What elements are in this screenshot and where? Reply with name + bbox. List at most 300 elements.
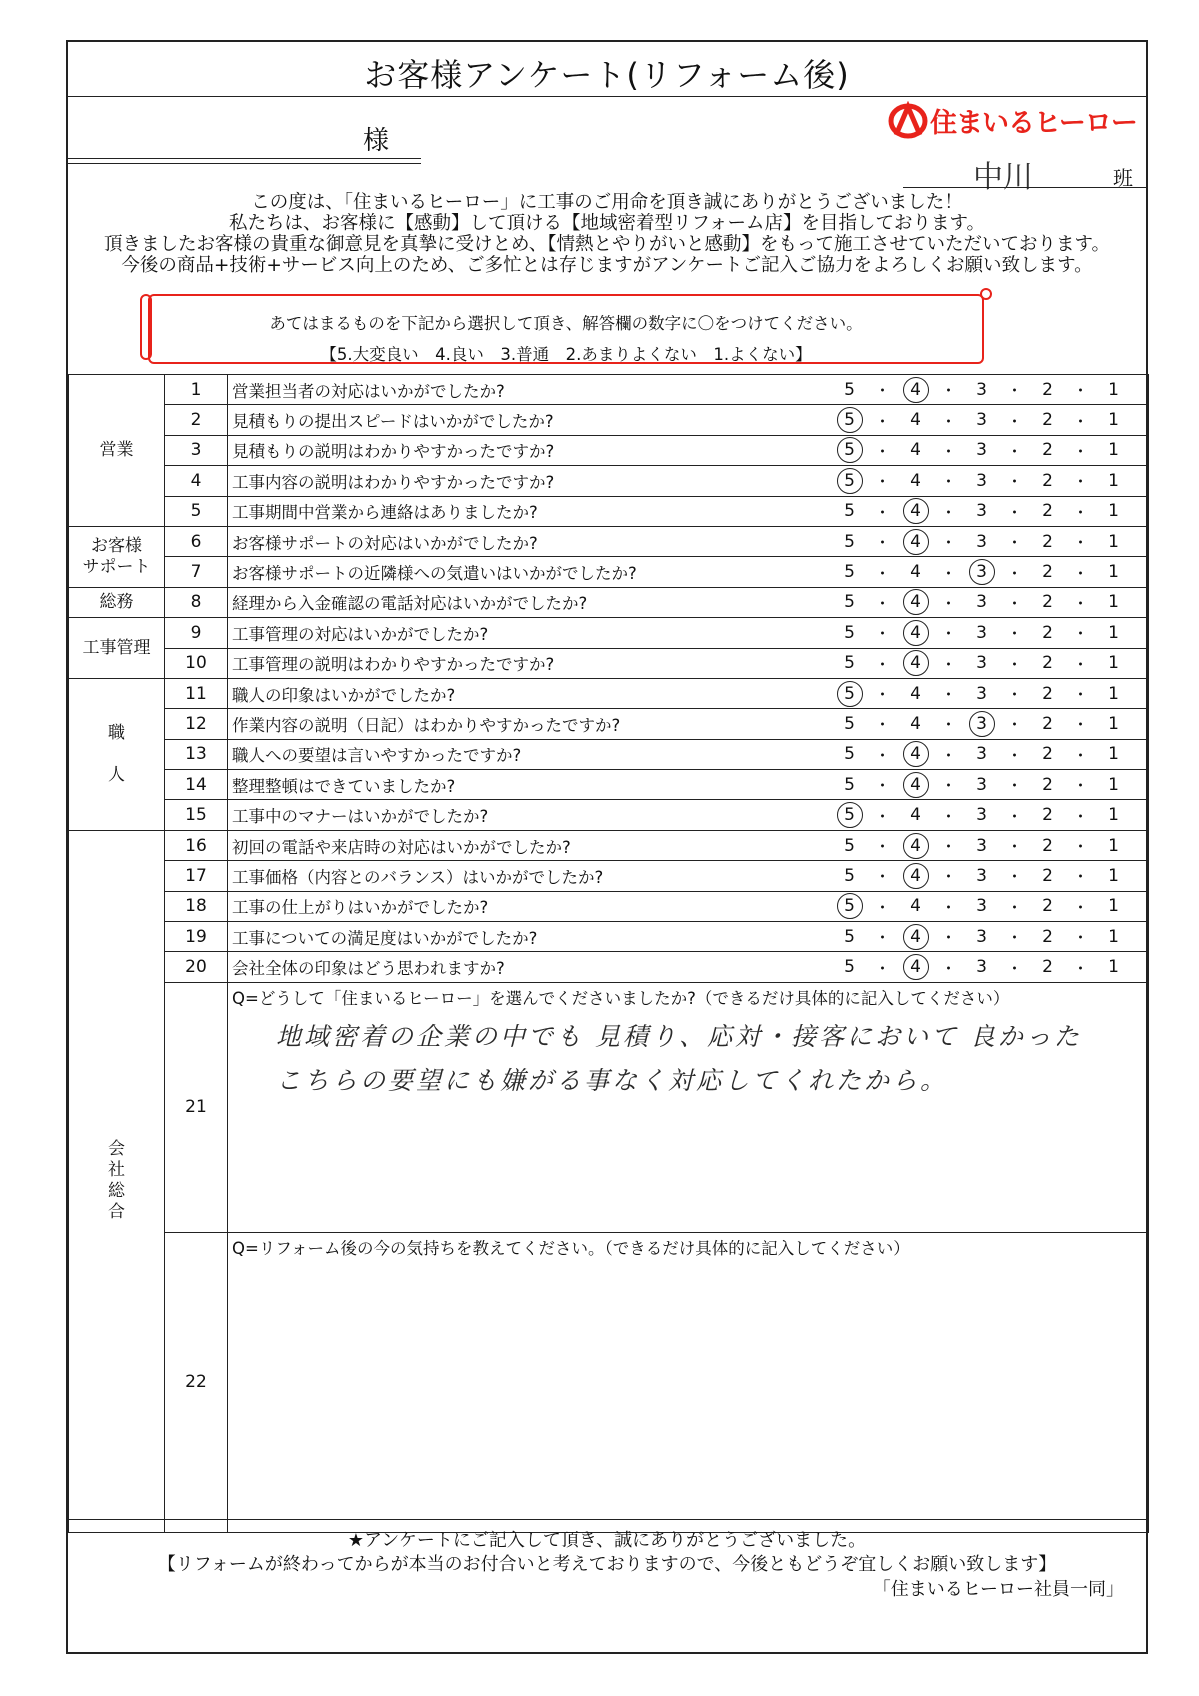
question-text: 整理整頓はできていましたか? [228,770,742,800]
footer-thanks: ★アンケートにご記入して頂き、誠にありがとうございました。 [347,1530,867,1551]
question-number: 11 [165,678,228,708]
rating-cell [742,891,1149,921]
rating-option-5[interactable]: 5 [844,713,855,734]
question-text: 営業担当者の対応はいかがでしたか? [228,375,742,405]
rating-option-1[interactable]: 1 [1108,501,1119,522]
rating-cell [742,587,1149,617]
rating-separator: ・ [1072,837,1089,857]
rating-separator: ・ [1072,533,1089,553]
question-number: 15 [165,800,228,830]
rating-options [835,407,1149,433]
rating-separator: ・ [874,958,891,978]
rating-option-5[interactable]: 5 [844,744,855,765]
rating-cell [742,739,1149,769]
rating-option-5[interactable]: 5 [844,774,855,795]
rating-option-2[interactable]: 2 [1042,957,1053,978]
footer-signature: 「住まいるヒーロー社員一同」 [872,1579,1124,1600]
question-number: 1 [165,375,228,405]
rating-option-3[interactable]: 3 [976,683,987,704]
question-text: 工事の仕上がりはいかがでしたか? [228,891,742,921]
rating-option-2[interactable]: 2 [1042,592,1053,613]
question-number: 19 [165,922,228,952]
question-number: 2 [165,405,228,435]
rating-cell [742,800,1149,830]
question-text: お客様サポートの近隣様への気遣いはいかがでしたか? [228,557,742,587]
rating-cell [742,557,1149,587]
rating-options [835,589,1149,615]
category-craftsman: 職 人 [69,678,165,830]
rating-option-5[interactable]: 5 [844,865,855,886]
rating-option-5[interactable]: 5 [835,437,865,463]
rating-separator: ・ [940,806,957,826]
rating-option-3[interactable]: 3 [976,835,987,856]
scroll-cap-right [980,288,992,300]
rating-options [835,559,1149,585]
question-number: 16 [165,830,228,860]
category-construction-mgmt: 工事管理 [69,618,165,679]
rating-option-3[interactable]: 3 [976,379,987,400]
rating-options [835,529,1149,555]
rating-option-5[interactable]: 5 [835,802,865,828]
rating-separator: ・ [1072,958,1089,978]
rating-options [835,772,1149,798]
rating-options [835,711,1149,737]
free-question-text: Q=どうして「住まいるヒーロー」を選んでくださいましたか?（できるだけ具体的に記入してください） [232,988,1010,1008]
rating-option-4[interactable]: 4 [910,896,921,917]
rating-separator: ・ [940,958,957,978]
rating-options [835,802,1149,828]
rating-option-3[interactable]: 3 [967,711,997,737]
category-support: お客様 サポート [69,526,165,587]
rating-separator: ・ [874,593,891,613]
rating-option-3[interactable]: 3 [976,957,987,978]
rating-option-2[interactable]: 2 [1042,805,1053,826]
rating-option-1[interactable]: 1 [1108,805,1119,826]
rating-option-5[interactable]: 5 [844,926,855,947]
rating-separator: ・ [1072,928,1089,948]
table-row [69,982,1149,1232]
logo-mark-icon [888,101,928,139]
rating-cell [742,405,1149,435]
rating-cell [742,526,1149,556]
intro-line: 今後の商品+技術+サービス向上のため、ご多忙とは存じますがアンケートご記入ご協力をよろしくお願い致します。 [121,255,1093,276]
rating-option-2[interactable]: 2 [1042,744,1053,765]
rating-option-2[interactable]: 2 [1042,470,1053,491]
table-row [69,739,1149,769]
rating-legend: 【5.大変良い 4.良い 3.普通 2.あまりよくない 1.よくない】 [320,345,812,364]
rating-cell [742,861,1149,891]
rating-separator: ・ [874,563,891,583]
rating-separator: ・ [1006,411,1023,431]
rating-separator: ・ [1006,776,1023,796]
rating-option-2[interactable]: 2 [1042,683,1053,704]
rating-separator: ・ [940,441,957,461]
rating-option-3[interactable]: 3 [976,410,987,431]
table-row [69,800,1149,830]
rating-option-1[interactable]: 1 [1108,896,1119,917]
category-general: 総務 [69,587,165,617]
rating-separator: ・ [874,654,891,674]
rating-option-4[interactable]: 4 [901,863,931,889]
question-number: 22 [165,1232,228,1532]
free-answer-cell[interactable] [228,982,1149,1232]
customer-name-line [68,158,421,159]
customer-name-line [68,163,421,164]
rating-option-3[interactable]: 3 [976,531,987,552]
rating-separator: ・ [874,745,891,765]
rating-options [835,863,1149,889]
rating-option-2[interactable]: 2 [1042,835,1053,856]
rating-option-3[interactable]: 3 [976,622,987,643]
rating-option-3[interactable]: 3 [976,805,987,826]
rating-option-4[interactable]: 4 [901,741,931,767]
rating-option-2[interactable]: 2 [1042,653,1053,674]
rating-option-3[interactable]: 3 [976,440,987,461]
team-person-handwritten: 中川 [973,160,1033,195]
rating-option-5[interactable]: 5 [835,681,865,707]
rating-option-1[interactable]: 1 [1108,744,1119,765]
rating-cell [742,466,1149,496]
rating-separator: ・ [1006,472,1023,492]
rating-separator: ・ [1072,502,1089,522]
table-row [69,405,1149,435]
rating-separator: ・ [874,624,891,644]
table-row [69,557,1149,587]
rating-option-4[interactable]: 4 [910,410,921,431]
footer-message: 【リフォームが終わってからが本当のお付合いと考えておりますので、今後ともどうぞ宜しくお願い致します】 [157,1554,1057,1575]
rating-cell [742,830,1149,860]
rating-separator: ・ [940,381,957,401]
rating-option-4[interactable]: 4 [901,650,931,676]
question-text: 工事期間中営業から連絡はありましたか? [228,496,742,526]
rating-option-1[interactable]: 1 [1108,410,1119,431]
rating-separator: ・ [874,776,891,796]
question-text: 初回の電話や来店時の対応はいかがでしたか? [228,830,742,860]
question-number: 21 [165,982,228,1232]
rating-option-4[interactable]: 4 [901,924,931,950]
table-row [69,526,1149,556]
rating-option-3[interactable]: 3 [976,865,987,886]
rating-options [835,681,1149,707]
rating-separator: ・ [874,715,891,735]
rating-separator: ・ [1006,502,1023,522]
question-number: 4 [165,466,228,496]
rating-option-5[interactable]: 5 [844,835,855,856]
team-line [903,187,1147,188]
question-text: 工事価格（内容とのバランス）はいかがでしたか? [228,861,742,891]
rating-option-4[interactable]: 4 [901,954,931,980]
rating-separator: ・ [1072,776,1089,796]
table-row [69,1232,1149,1532]
rating-options [835,498,1149,524]
rating-option-1[interactable]: 1 [1108,713,1119,734]
rating-separator: ・ [1072,745,1089,765]
rating-options [835,650,1149,676]
table-row [69,678,1149,708]
rating-option-1[interactable]: 1 [1108,835,1119,856]
rating-option-1[interactable]: 1 [1108,622,1119,643]
rating-cell [742,678,1149,708]
rating-cell [742,496,1149,526]
rating-option-1[interactable]: 1 [1108,957,1119,978]
question-number: 5 [165,496,228,526]
rating-option-3[interactable]: 3 [976,896,987,917]
rating-cell [742,375,1149,405]
rating-separator: ・ [1072,593,1089,613]
rating-option-4[interactable]: 4 [910,440,921,461]
rating-option-2[interactable]: 2 [1042,410,1053,431]
rating-separator: ・ [1072,867,1089,887]
rating-separator: ・ [1006,441,1023,461]
divider [68,96,1146,97]
rating-option-4[interactable]: 4 [901,589,931,615]
rating-option-5[interactable]: 5 [844,957,855,978]
rating-cell [742,952,1149,982]
rating-separator: ・ [1006,533,1023,553]
question-text: 職人への要望は言いやすかったですか? [228,739,742,769]
intro-line: 私たちは、お客様に【感動】して頂ける【地域密着型リフォーム店】を目指しております。 [228,213,986,234]
rating-separator: ・ [1006,381,1023,401]
table-row [69,435,1149,465]
rating-separator: ・ [1006,745,1023,765]
rating-option-5[interactable]: 5 [844,379,855,400]
question-text: 工事内容の説明はわかりやすかったですか? [228,466,742,496]
question-number: 10 [165,648,228,678]
rating-separator: ・ [1072,472,1089,492]
rating-option-4[interactable]: 4 [910,805,921,826]
instruction-line: あてはまるものを下記から選択して頂き、解答欄の数字に〇をつけてください。 [269,314,863,333]
table-row [69,496,1149,526]
rating-cell [742,922,1149,952]
rating-option-3[interactable]: 3 [976,501,987,522]
rating-options [835,924,1149,950]
company-logo [888,100,1137,140]
rating-option-4[interactable]: 4 [901,498,931,524]
survey-sheet [66,40,1148,1654]
intro-line: この度は、「住まいるヒーロー」に工事のご用命を頂き誠にありがとうございました！ [251,192,963,213]
rating-option-2[interactable]: 2 [1042,531,1053,552]
logo-text: 住まいるヒーロー [930,107,1137,139]
rating-option-1[interactable]: 1 [1108,470,1119,491]
question-number: 12 [165,709,228,739]
rating-option-3[interactable]: 3 [976,774,987,795]
rating-separator: ・ [1072,715,1089,735]
rating-option-5[interactable]: 5 [844,562,855,583]
rating-option-5[interactable]: 5 [844,622,855,643]
rating-separator: ・ [874,837,891,857]
rating-option-5[interactable]: 5 [844,653,855,674]
rating-separator: ・ [1072,654,1089,674]
rating-option-4[interactable]: 4 [901,620,931,646]
category-company: 会 社 総 合 [69,830,165,1532]
rating-option-5[interactable]: 5 [835,407,865,433]
rating-option-3[interactable]: 3 [967,559,997,585]
rating-option-1[interactable]: 1 [1108,531,1119,552]
customer-name-suffix: 様 [363,126,390,156]
rating-separator: ・ [940,837,957,857]
rating-separator: ・ [1006,806,1023,826]
rating-option-2[interactable]: 2 [1042,896,1053,917]
rating-separator: ・ [940,776,957,796]
rating-option-1[interactable]: 1 [1108,379,1119,400]
rating-options [835,893,1149,919]
rating-separator: ・ [1006,958,1023,978]
rating-option-1[interactable]: 1 [1108,774,1119,795]
survey-table [68,374,1149,1533]
rating-option-4[interactable]: 4 [901,772,931,798]
table-row [69,648,1149,678]
rating-cell [742,435,1149,465]
rating-option-1[interactable]: 1 [1108,683,1119,704]
handwritten-answer: 地域密着の企業の中でも 見積り、応対・接客において 良かった [276,1021,1082,1051]
question-number: 14 [165,770,228,800]
intro-text [68,192,1146,276]
rating-cell [742,709,1149,739]
table-row [69,922,1149,952]
handwritten-answer: こちらの要望にも嫌がる事なく対応してくれたから。 [276,1065,949,1095]
rating-separator: ・ [874,441,891,461]
table-row [69,375,1149,405]
rating-option-2[interactable]: 2 [1042,865,1053,886]
rating-separator: ・ [940,502,957,522]
rating-separator: ・ [940,654,957,674]
rating-options [835,833,1149,859]
rating-separator: ・ [874,897,891,917]
rating-option-4[interactable]: 4 [910,470,921,491]
rating-separator: ・ [1072,897,1089,917]
rating-option-2[interactable]: 2 [1042,440,1053,461]
free-answer-cell[interactable] [228,1232,1149,1532]
question-text: 作業内容の説明（日記）はわかりやすかったですか? [228,709,742,739]
table-row [69,952,1149,982]
rating-option-1[interactable]: 1 [1108,865,1119,886]
rating-separator: ・ [1006,715,1023,735]
rating-separator: ・ [874,685,891,705]
team-suffix: 班 [1113,166,1133,190]
rating-option-2[interactable]: 2 [1042,713,1053,734]
rating-option-5[interactable]: 5 [844,592,855,613]
rating-separator: ・ [940,745,957,765]
question-text: 工事についての満足度はいかがでしたか? [228,922,742,952]
question-number: 13 [165,739,228,769]
rating-separator: ・ [940,411,957,431]
rating-options [835,468,1149,494]
rating-separator: ・ [1072,563,1089,583]
rating-option-4[interactable]: 4 [910,562,921,583]
question-number: 20 [165,952,228,982]
rating-option-2[interactable]: 2 [1042,926,1053,947]
rating-option-4[interactable]: 4 [910,713,921,734]
rating-option-1[interactable]: 1 [1108,440,1119,461]
rating-separator: ・ [874,928,891,948]
table-row [69,709,1149,739]
rating-option-2[interactable]: 2 [1042,501,1053,522]
rating-separator: ・ [1072,806,1089,826]
rating-option-4[interactable]: 4 [901,833,931,859]
rating-option-1[interactable]: 1 [1108,653,1119,674]
rating-option-4[interactable]: 4 [901,529,931,555]
rating-separator: ・ [940,593,957,613]
question-text: 会社全体の印象はどう思われますか? [228,952,742,982]
question-text: 経理から入金確認の電話対応はいかがでしたか? [228,587,742,617]
rating-option-2[interactable]: 2 [1042,622,1053,643]
rating-option-5[interactable]: 5 [844,501,855,522]
footer [68,1519,1146,1654]
rating-option-5[interactable]: 5 [835,893,865,919]
table-row [69,891,1149,921]
rating-options [835,377,1149,403]
question-number: 3 [165,435,228,465]
instruction-scroll-box [148,294,984,364]
rating-option-3[interactable]: 3 [976,926,987,947]
rating-separator: ・ [940,867,957,887]
rating-separator: ・ [1006,654,1023,674]
rating-option-1[interactable]: 1 [1108,926,1119,947]
rating-option-3[interactable]: 3 [976,653,987,674]
rating-separator: ・ [874,381,891,401]
table-row [69,830,1149,860]
rating-separator: ・ [874,502,891,522]
rating-separator: ・ [940,685,957,705]
table-row [69,861,1149,891]
rating-separator: ・ [1006,624,1023,644]
question-number: 17 [165,861,228,891]
question-text: お客様サポートの対応はいかがでしたか? [228,526,742,556]
rating-cell [742,770,1149,800]
rating-option-4[interactable]: 4 [910,683,921,704]
rating-option-2[interactable]: 2 [1042,379,1053,400]
question-text: 見積もりの提出スピードはいかがでしたか? [228,405,742,435]
rating-option-2[interactable]: 2 [1042,562,1053,583]
rating-separator: ・ [874,867,891,887]
rating-option-5[interactable]: 5 [844,531,855,552]
rating-separator: ・ [1006,897,1023,917]
question-text: 工事中のマナーはいかがでしたか? [228,800,742,830]
question-text: 職人の印象はいかがでしたか? [228,678,742,708]
rating-separator: ・ [874,533,891,553]
question-number: 18 [165,891,228,921]
category-sales: 営業 [69,375,165,527]
rating-options [835,954,1149,980]
rating-separator: ・ [1072,411,1089,431]
rating-option-1[interactable]: 1 [1108,562,1119,583]
rating-option-5[interactable]: 5 [835,468,865,494]
question-number: 9 [165,618,228,648]
rating-option-3[interactable]: 3 [976,744,987,765]
page-title: お客様アンケート(リフォーム後) [364,56,850,94]
rating-option-2[interactable]: 2 [1042,774,1053,795]
rating-option-3[interactable]: 3 [976,592,987,613]
table-row [69,466,1149,496]
rating-separator: ・ [1006,867,1023,887]
rating-separator: ・ [1072,624,1089,644]
table-row [69,770,1149,800]
rating-separator: ・ [1072,685,1089,705]
rating-separator: ・ [874,472,891,492]
rating-option-1[interactable]: 1 [1108,592,1119,613]
rating-options [835,741,1149,767]
rating-separator: ・ [1006,563,1023,583]
rating-separator: ・ [874,806,891,826]
table-row [69,618,1149,648]
rating-separator: ・ [1072,441,1089,461]
rating-option-4[interactable]: 4 [901,377,931,403]
rating-option-3[interactable]: 3 [976,470,987,491]
rating-separator: ・ [874,411,891,431]
rating-separator: ・ [940,472,957,492]
rating-cell [742,618,1149,648]
question-text: 見積もりの説明はわかりやすかったですか? [228,435,742,465]
